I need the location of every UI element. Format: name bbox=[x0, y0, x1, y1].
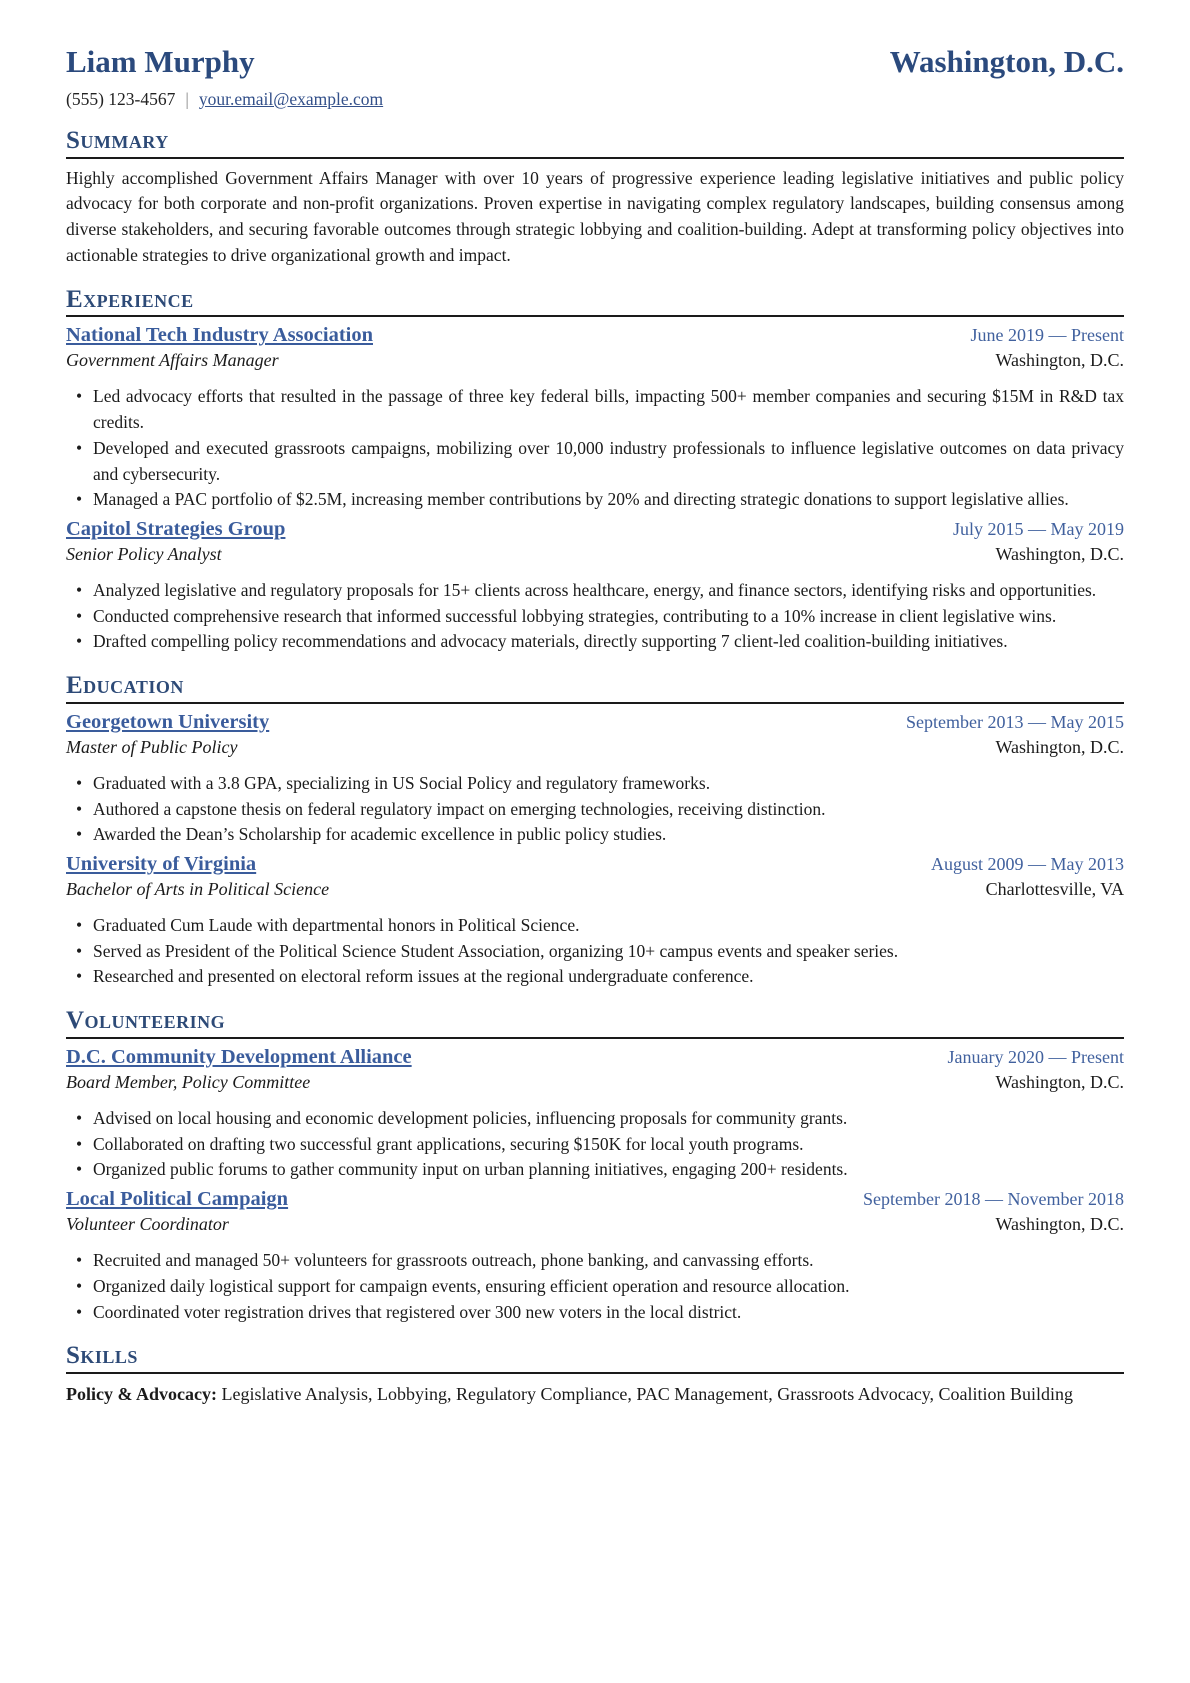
entry-degree: Master of Public Policy bbox=[66, 736, 238, 757]
bullet-list bbox=[66, 913, 1124, 990]
entry-location: Washington, D.C. bbox=[995, 350, 1124, 371]
bullet-item: • Authored a capstone thesis on federal regulatory impact on emerging technologies, receiving distinction. bbox=[93, 797, 1124, 823]
entry-head bbox=[66, 1046, 1124, 1069]
bullet-item: • Graduated with a 3.8 GPA, specializing in US Social Policy and regulatory frameworks. bbox=[93, 771, 1124, 797]
entry-degree: Bachelor of Arts in Political Science bbox=[66, 879, 330, 900]
skills-category-text: Legislative Analysis, Lobbying, Regulatory Compliance, PAC Management, Grassroots Advocacy, Coalition Building bbox=[221, 1384, 1074, 1404]
section-skills bbox=[66, 1342, 1124, 1408]
entry-dates: June 2019 — Present bbox=[970, 325, 1124, 346]
contact-separator: | bbox=[185, 89, 189, 109]
section-title-education: Education bbox=[66, 672, 1124, 704]
org-link[interactable]: Georgetown University bbox=[66, 710, 270, 733]
entry-head bbox=[66, 324, 1124, 347]
bullet-item: • Organized daily logistical support for campaign events, ensuring efficient operation and resource allocation. bbox=[93, 1274, 1124, 1300]
bullet-item: • Served as President of the Political Science Student Association, organizing 10+ campus events and speaker series. bbox=[93, 939, 1124, 965]
header bbox=[66, 44, 1124, 80]
entry-head bbox=[66, 1188, 1124, 1211]
entry-role: Volunteer Coordinator bbox=[66, 1214, 229, 1235]
bullet-item: • Advised on local housing and economic development policies, influencing proposals for community grants. bbox=[93, 1106, 1124, 1132]
org-link[interactable]: University of Virginia bbox=[66, 853, 257, 876]
email-link[interactable]: your.email@example.com bbox=[198, 89, 384, 109]
bullet-item: • Graduated Cum Laude with departmental honors in Political Science. bbox=[93, 913, 1124, 939]
entry-dates: January 2020 — Present bbox=[947, 1046, 1124, 1067]
candidate-location: Washington, D.C. bbox=[889, 44, 1124, 79]
bullet-item: • Researched and presented on electoral reform issues at the regional undergraduate conference. bbox=[93, 964, 1124, 990]
bullet-item: • Collaborated on drafting two successful grant applications, securing $150K for local youth programs. bbox=[93, 1132, 1124, 1158]
org-link[interactable]: Capitol Strategies Group bbox=[66, 517, 286, 540]
entry-head bbox=[66, 518, 1124, 541]
entry-subhead bbox=[66, 737, 1124, 758]
contact-row bbox=[66, 89, 1124, 110]
bullet-item: • Led advocacy efforts that resulted in the passage of three key federal bills, impacting 500+ member companies and securing $15M in R&D tax credits. bbox=[93, 384, 1124, 435]
bullet-list bbox=[66, 771, 1124, 848]
entry-location: Washington, D.C. bbox=[995, 1214, 1124, 1235]
section-volunteering bbox=[66, 1007, 1124, 1325]
entry-dates: August 2009 — May 2013 bbox=[931, 854, 1124, 875]
entry-role: Senior Policy Analyst bbox=[66, 543, 222, 564]
section-education bbox=[66, 672, 1124, 990]
phone-number: (555) 123-4567 bbox=[66, 89, 176, 109]
bullet-item: • Drafted compelling policy recommendations and advocacy materials, directly supporting 7 client-led coalition-building initiatives. bbox=[93, 629, 1124, 655]
volunteering-entry bbox=[66, 1046, 1124, 1183]
education-entry bbox=[66, 711, 1124, 848]
experience-entry bbox=[66, 518, 1124, 655]
entry-head bbox=[66, 853, 1124, 876]
org-link[interactable]: Local Political Campaign bbox=[66, 1188, 289, 1211]
bullet-list bbox=[66, 1248, 1124, 1325]
bullet-item: • Conducted comprehensive research that informed successful lobbying strategies, contributing to a 10% increase in client legislative wins. bbox=[93, 604, 1124, 630]
entry-location: Washington, D.C. bbox=[995, 736, 1124, 757]
section-title-volunteering: Volunteering bbox=[66, 1007, 1124, 1039]
section-summary bbox=[66, 127, 1124, 269]
education-entry bbox=[66, 853, 1124, 990]
entry-subhead bbox=[66, 879, 1124, 900]
bullet-item: • Organized public forums to gather community input on urban planning initiatives, engaging 200+ residents. bbox=[93, 1157, 1124, 1183]
bullet-item: • Awarded the Dean’s Scholarship for academic excellence in public policy studies. bbox=[93, 822, 1124, 848]
section-title-skills: Skills bbox=[66, 1342, 1124, 1374]
bullet-item: • Developed and executed grassroots campaigns, mobilizing over 10,000 industry professionals to influence legislative outcomes on data privacy and cybersecurity. bbox=[93, 436, 1124, 487]
org-link[interactable]: D.C. Community Development Alliance bbox=[66, 1045, 412, 1068]
entry-dates: July 2015 — May 2019 bbox=[953, 518, 1124, 539]
entry-role: Government Affairs Manager bbox=[66, 350, 279, 371]
entry-subhead bbox=[66, 1214, 1124, 1235]
bullet-item: • Coordinated voter registration drives that registered over 300 new voters in the local district. bbox=[93, 1300, 1124, 1326]
skills-category-label: Policy & Advocacy: bbox=[66, 1384, 217, 1404]
entry-location: Charlottesville, VA bbox=[985, 879, 1124, 900]
entry-location: Washington, D.C. bbox=[995, 543, 1124, 564]
bullet-list bbox=[66, 578, 1124, 655]
summary-text: Highly accomplished Government Affairs Manager with over 10 years of progressive experience leading legislative initiatives and public policy advocacy for both corporate and non-profit organizations. Proven expertise in navigating complex regulatory landscapes, building consensus among diverse stakeholders, and securing favorable outcomes through strategic lobbying and coalition-building. Adept at transforming policy objectives into actionable strategies to drive organizational growth and impact. bbox=[66, 167, 1124, 265]
entry-dates: September 2018 — November 2018 bbox=[863, 1189, 1124, 1210]
bullet-list bbox=[66, 1106, 1124, 1183]
volunteering-entry bbox=[66, 1188, 1124, 1325]
entry-head bbox=[66, 711, 1124, 734]
experience-entry bbox=[66, 324, 1124, 513]
bullet-item: • Analyzed legislative and regulatory proposals for 15+ clients across healthcare, energy, and finance sectors, identifying risks and opportunities. bbox=[93, 578, 1124, 604]
section-experience bbox=[66, 286, 1124, 656]
entry-subhead bbox=[66, 350, 1124, 371]
section-title-experience: Experience bbox=[66, 286, 1124, 318]
entry-location: Washington, D.C. bbox=[995, 1071, 1124, 1092]
entry-subhead bbox=[66, 1072, 1124, 1093]
bullet-item: • Managed a PAC portfolio of $2.5M, increasing member contributions by 20% and directing strategic donations to support legislative allies. bbox=[93, 487, 1124, 513]
skills-line bbox=[66, 1381, 1124, 1408]
section-title-summary: Summary bbox=[66, 127, 1124, 159]
entry-subhead bbox=[66, 544, 1124, 565]
bullet-item: • Recruited and managed 50+ volunteers for grassroots outreach, phone banking, and canvassing efforts. bbox=[93, 1248, 1124, 1274]
bullet-list bbox=[66, 384, 1124, 513]
candidate-name: Liam Murphy bbox=[66, 44, 255, 79]
org-link[interactable]: National Tech Industry Association bbox=[66, 324, 373, 347]
entry-dates: September 2013 — May 2015 bbox=[906, 711, 1124, 732]
entry-role: Board Member, Policy Committee bbox=[66, 1071, 311, 1092]
